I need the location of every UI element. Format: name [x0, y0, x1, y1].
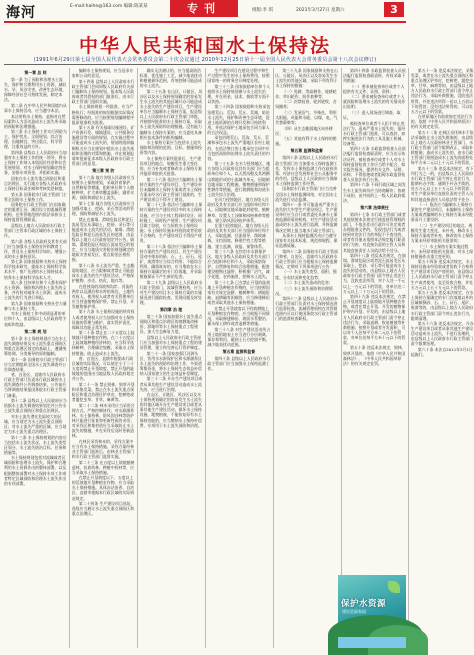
- article-paragraph: 在林区采伐林木的，采伐方案中应当有水土保持措施。采伐方案经林业主管部门批准后，由林业主管部门和水行政主管部门监督实施。: [71, 438, 135, 460]
- article-paragraph: 第三十五条 在水力侵蚀地区，地方各级人民政府及其有关部门应当组织单位和个人，以天然沟壑及其两侧山坡地形成的小流域为单元，因地制宜地采取工程措施、植物措施和保护性耕作等措施，进行坡耕地和沟道水土流失综合治理。: [207, 161, 271, 197]
- column-divider: [408, 68, 409, 648]
- column-divider: [341, 68, 342, 648]
- chapter-heading: 第一章 总 则: [24, 70, 47, 75]
- chapter-heading: 第三章 预 防: [92, 167, 115, 173]
- article-paragraph: 第七条 国家鼓励和支持水土保持科学技术研究，提高水土保持科学技术水平，推广先进的水土保持技术，培养水土保持科学技术人才。: [4, 259, 67, 280]
- article-paragraph: （二）封禁抚育、轮封轮牧、舍饲圈养；: [275, 99, 337, 110]
- article-paragraph: 第六十条 本法自2011年3月1日起施行。: [410, 346, 473, 358]
- article-paragraph: 第三十四条 国家鼓励和支持承包治理荒山、荒沟、荒丘、荒滩，防治水土流失，保护和改善生态环境，促进土地资源的合理开发和可持续利用，并依法保护土地承包合同当事人的合法权益。: [207, 104, 271, 135]
- article-paragraph: 第四十六条 不同行政区域之间发生水土流失纠纷应当协商解决；协商不成的，由共同的上一级人民政府裁决。: [343, 182, 406, 203]
- article-paragraph: 被检查单位或者个人拒不停止违法行为，造成严重水土流失的，报经水行政主管部门批准，可以查封、扣押实施违法行为的工具及施工机械、设备等。: [343, 120, 406, 146]
- text-column: [343, 68, 406, 648]
- article-paragraph: 第二十九条 县级以上人民政府水行政主管部门、流域管理机构，应当对生产建设项目水土保持方案的实施情况进行跟踪检查，发现问题及时处理。: [139, 279, 203, 305]
- article-paragraph: 第十条 水土保持规划应当在水土流失调查结果及水土流失重点预防区和重点治理区划定的基础上，遵循统筹协调、分类指导的原则编制。: [4, 335, 67, 357]
- article-paragraph: 第二十七条 依法应当编制水土保持方案的生产建设项目中的水土保持设施，应当与主体工程同时设计、同时施工、同时投产使用；生产建设项目竣工验收，应当验收水土保持设施；水土保持设施未经验收或者验收不合格的，生产建设项目不得投产使用。: [139, 202, 203, 244]
- article-paragraph: 第十五条 有关基础设施建设、矿产资源开发、城镇建设、公共服务设施建设等方面的规划，在实施过程中可能造成水土流失的，规划的组织编制机关应当在规划中提出水土流失预防和治理的对策和措施，并在规划报请审批前征求本级人民政府水行政主管部门的意见。: [71, 125, 135, 166]
- article-paragraph: （二）生产建设项目的地点、规模发生重大变化，未补充、修改水土保持方案或者补充、修改的水土保持方案未经原审批机关批准的；: [410, 222, 474, 244]
- chapter-heading: 第五章 监测和监督: [222, 348, 256, 354]
- water-graphic: [338, 637, 406, 648]
- article-paragraph: 第五十一条 违反本法规定，采集发菜，或者在水土流失重点预防区和重点治理区铲草皮、挖树兜、滥挖虫草、甘草、麻黄等的，由县级以上地方人民政府水行政主管部门责令停止违法行为，采取补救措施，没收违法所得，并处违法所得一倍以上五倍以下的罚款；没有违法所得的，可以处五万元以下的罚款。: [410, 68, 474, 114]
- text-column: [275, 68, 338, 648]
- article-paragraph: 第五十五条 违反本法规定，在水土保持方案确定的专门存放地以外的区域倾倒砂、石、土、矸石、尾矿、废渣等的，由县级以上地方人民政府水行政主管部门责令停止违法行为，限期清理。: [410, 290, 474, 321]
- article-paragraph: 第四十五条 水政监督检查人员依法履行监督检查职责时，应当出示执法证件。被检查单位或者个人对水土保持监督检查工作应当给予配合，如实报告情况，提供有关文件、证照、资料；不得拒绝或者阻碍水政监督检查人员依法执行公务。: [343, 146, 406, 182]
- article-headline: 中华人民共和国水土保持法: [78, 35, 331, 57]
- article-paragraph: 从事水土保持监测活动应当遵守国家有关技术标准、规范和规程，保证监测质量。: [275, 233, 338, 249]
- chapter-heading: 第二章 规 划: [24, 328, 47, 334]
- article-body: [4, 68, 474, 648]
- article-paragraph: 第十二条 县级以上人民政府应当依据水土流失调查结果划定并公告水土流失重点预防区和重点治理区。: [4, 398, 67, 414]
- column-divider: [137, 68, 138, 648]
- leaf-icon: [388, 581, 400, 593]
- section-label: 专刊: [170, 0, 238, 17]
- article-paragraph: 在风力侵蚀地区，地方各级人民政府及其有关部门应当组织单位和个人，因地制宜地采取轮封轮牧、植树种草、设置人工沙障和网格林带等措施，建立防风固沙防护体系。: [207, 197, 270, 223]
- article-paragraph: 第四十七条 水行政主管部门或者其他依照本法规定行使监督管理权的部门，不依法作出行政许可决定或者办理批准文件的，发现违法行为或者接到对违法行为的举报不予查处的，或者有其他未依照本法规定履行职责的行为的，对直接负责的主管人员和其他直接责任人员依法给予处分。: [343, 211, 406, 253]
- text-column: [72, 68, 135, 648]
- article-paragraph: 第二十六条 依法应当编制水土保持方案的生产建设项目，生产建设单位未编制水土保持方案或者水土保持方案未经水行政主管部门批准的，生产建设项目不得开工建设。: [139, 176, 203, 202]
- text-column: [140, 68, 203, 648]
- column-divider: [69, 68, 70, 648]
- editor-credit: 组版:李 琪: [252, 8, 273, 13]
- article-paragraph: 在草原地区有前款规定违法行为的，依照《中华人民共和国草原法》的有关规定处罚。: [410, 114, 474, 130]
- article-paragraph: 县级以上地方人民政府水行政主管部门主管本行政区域的水土保持工作。: [4, 222, 67, 239]
- article-paragraph: 国务院水行政主管部门在国家确定的重要江河、湖泊设立的流域管理机构，在所管辖范围内依法承担水土保持监督管理职责。: [4, 202, 67, 223]
- article-paragraph: 第三十九条 国家鼓励和支持在山区、丘陵区、风沙区以及容易发生水土流失的其他区域，采取下列有利于水土保持的措施：: [275, 68, 338, 89]
- article-paragraph: 第四十三条 县级以上人民政府水行政主管部门负责对水土保持情况进行监督检查。流域管理机构在其管辖范围内可以行使国务院水行政主管部门的监督检查职权。: [275, 296, 338, 322]
- header-rule: [4, 21, 406, 23]
- article-paragraph: 第十九条 水土保持设施的所有权人或者使用权人应当加强对水土保持设施的管理与维护，落实管护责任，保障其功能正常发挥。: [71, 309, 135, 330]
- advertisement: [338, 575, 406, 648]
- article-paragraph: 对水土流失潜在危险较大的区域，应当划定为水土流失重点预防区；对水土流失严重的区域，应当划定为水土流失重点治理区。: [4, 413, 67, 435]
- article-paragraph: 第二十条 禁止在二十五度以上陡坡地开垦种植农作物。在二十五度以上陡坡地种植经济林的，应当科学选择树种，合理确定规模，采取水土保持措施，防止造成水土流失。: [71, 330, 135, 356]
- article-paragraph: 水土保持方案应当包括水土流失预防和治理的范围、目标、措施和投资等内容。: [139, 140, 202, 156]
- article-subtitle: (1991年6月29日第七届全国人民代表大会常务委员会第二十次会议通过 2010年12月25日第十一届全国人民代表大会常务委员会第十八次会议修订): [33, 57, 377, 63]
- article-paragraph: 生产建设项目在建设过程中和生产过程中发生的水土保持费用，按照国家统一的财务会计制度处理。: [207, 68, 270, 84]
- page-number: 3: [384, 2, 404, 17]
- article-paragraph: 第三十三条 国家鼓励单位和个人按照水土保持规划参与水土流失治理，并在资金、技术、税收等方面予以扶持。: [207, 83, 271, 104]
- article-paragraph: （二）要求被检查单位或者个人就预防和治理水土流失的有关情况作出说明；: [343, 94, 406, 110]
- article-paragraph: 第四十二条 国务院水行政主管部门和省、自治区、直辖市人民政府水行政主管部门应当根据水土保持监测情况，定期对下列事项进行公告：: [275, 248, 338, 269]
- article-paragraph: 本法所称水土保持，是指对自然因素和人为活动造成水土流失所采取的预防和治理措施。: [4, 113, 67, 129]
- ad-subtitle: 建设美丽家园: [342, 609, 366, 614]
- article-paragraph: （五）其他有利于水土保持的措施。: [275, 136, 337, 147]
- article-paragraph: （一）要求被检查单位或者个人提供有关文件、证照、资料；: [343, 83, 405, 94]
- article-paragraph: 水土保持规划一经批准，应当严格执行；经批准的规划根据实际情况需要修改的，应当按照规划编制程序报原批准机关批准。: [71, 104, 135, 125]
- chapter-heading: 第六章 法律责任: [360, 204, 389, 210]
- article-paragraph: （三）发展沼气、节柴灶，利用太阳能、风能和水能，以煤、电、气代替薪柴等；: [275, 109, 338, 126]
- article-paragraph: 在禁止开垦坡度以下的坡耕地上开垦种植农作物的，应当根据不同情况，采取修建梯田、坡面水系整治、蓄水保土耕作或者退耕等措施。: [207, 305, 270, 327]
- article-paragraph: 第五十四条 违反本法规定，水土保持设施未经验收或者验收不合格将生产建设项目投产使用的，由县级以上人民政府水行政主管部门责令停止生产或者使用，直至验收合格，并处五万元以上五十万元以下的罚款。: [410, 259, 474, 290]
- article-paragraph: 在重力侵蚀地区，地方各级人民政府及其有关部门应当组织单位和个人，采取监测、径流排导、削坡减载、支挡固坡、修建拦挡工程等措施，建立监测、预报、预警体系。: [207, 223, 270, 249]
- article-paragraph: （一）水土流失类型、面积、强度、分布状况和变化趋势；: [275, 269, 337, 280]
- article-paragraph: 第四十条 县级以上人民政府水行政主管部门应当加强水土保持监测工作，发挥水土保持监测工作在政府决策、经济社会发展和社会公众服务中的作用。县级以上人民政府应当保障水土保持监测工作经费。: [275, 155, 338, 186]
- article-paragraph: （三）水土保持方案实施过程中，未经原审批机关批准，对水土保持措施作出重大变更的。: [410, 243, 474, 259]
- article-paragraph: 水土保持方案经批准后，生产建设项目的地点、规模发生重大变化的，应当补充或者修改水土保持方案并报原审批机关批准。: [139, 155, 202, 177]
- article-paragraph: 第六条 各级人民政府及其有关部门应当加强水土保持宣传和教育工作，普及水土保持科学知识，增强公众的水土保持意识。: [4, 238, 67, 259]
- ad-title: 保护水资源: [341, 599, 387, 609]
- masthead: 海河: [6, 5, 36, 21]
- article-paragraph: 在山区、丘陵区、风沙区以及水土保持规划确定的容易发生水土流失的其他区域开办生产建设项目或者从事其他生产建设活动，损坏水土保持设施、地貌植被，不能恢复原有水土保持功能的，应当缴纳水土保持补偿费，专项用于水土流失预防和治理。: [139, 392, 202, 428]
- subtitle-rule: [4, 64, 406, 65]
- article-paragraph: 第五十三条 违反本法规定，有下列行为之一的，由县级以上人民政府水行政主管部门责令停止违法行为，限期补办手续；逾期不补办手续的，处五万元以上五十万元以下的罚款；对生产建设单位直接负责的主管人员和其他直接责任人员依法给予处分：: [410, 165, 474, 202]
- article-paragraph: 第五十条 违反本法规定，毁林、毁草开垦的，依照《中华人民共和国森林法》、《中华人民共和国草原法》的有关规定处罚。: [343, 345, 406, 366]
- article-paragraph: （三）进入现场进行调查、取证。: [343, 109, 401, 121]
- article-paragraph: 第四条 县级以上人民政府应当加强对水土保持工作的统一领导，将水土保持工作纳入本级国民经济和社会发展规划，对水土保持规划确定的任务，安排专项资金，并组织实施。: [4, 149, 67, 176]
- article-paragraph: 国务院水行政主管部门应当完善全国水土保持监测网络，对全国水土流失进行动态监测。: [275, 186, 338, 202]
- article-paragraph: 第二十四条 生产建设项目选址、选线应当避让水土流失重点预防区和重点治理区。: [71, 501, 135, 517]
- article-paragraph: 第三十八条 对生产建设活动所占用土地的地表土应当进行分层剥离、保存和利用，做到土石方挖填平衡，减少地表扰动范围。: [207, 326, 271, 347]
- article-paragraph: 第二十一条 禁止毁林、毁草开垦和采集发菜。禁止在水土流失重点预防区和重点治理区铲草皮、挖树兜或者滥挖虫草、甘草、麻黄等。: [71, 381, 135, 403]
- article-paragraph: 确实无法避让的，应当提高防治标准，优化施工工艺，减少地表扰动和植被损坏范围，有效控制可能造成的水土流失。: [139, 68, 202, 89]
- article-paragraph: 省、自治区、直辖市根据本行政区域的实际情况，可以规定小于二十五度的禁止开垦坡度。禁止开垦的陡坡地的范围由当地县级人民政府划定并公告。: [71, 356, 135, 382]
- article-paragraph: 第五十二条 在林区采伐林木不依法采取防止水土流失措施的，由县级以上地方人民政府林业主管部门、水行政主管部门责令限期改正，采取补救措施；造成水土流失的，由水行政主管部门按照造成水土流失的面积处每平方米二元以上十元以下的罚款。: [410, 129, 474, 166]
- text-column: [207, 68, 270, 648]
- article-paragraph: 第二十三条 在五度以上坡地植树造林、抚育幼林、种植中药材等，应当采取水土保持措施。: [71, 459, 135, 475]
- article-paragraph: 第二十八条 依法应当编制水土保持方案的生产建设项目，其生产建设活动中排弃的砂、石、土、矸石、尾矿、废渣等应当综合利用；不能综合利用，确需废弃的，应当堆放在水土保持方案确定的专门存放地，并采取措施保证不产生新的危害。: [139, 243, 203, 280]
- column-divider: [205, 68, 206, 648]
- article-paragraph: 第五十六条 违反本法规定，开办生产建设项目或者从事其他生产建设活动造成水土流失，不进行治理的，由县级以上人民政府水行政主管部门责令限期治理。: [410, 321, 474, 347]
- article-paragraph: 第十八条 水土流失严重、生态脆弱的地区，应当限制或者禁止可能造成水土流失的生产建设活动，严格保护植物、沙壳、结皮、地衣等。: [71, 262, 135, 284]
- article-paragraph: 第五条 国务院水行政主管部门主管全国的水土保持工作。: [4, 191, 67, 202]
- article-paragraph: 第八条 任何单位和个人都有保护水土资源、预防和治理水土流失的义务，并有权对破坏水土资源、造成水土流失的行为进行举报。: [4, 280, 67, 301]
- article-paragraph: 国家在水土流失重点预防区和重点治理区，实行地方各级人民政府水土保持目标责任制和考核奖惩制度。: [4, 175, 67, 192]
- issue-date: 2021年3月27日 星期六: [296, 8, 345, 13]
- text-column: [411, 68, 474, 573]
- article-paragraph: 第三十条 国家加强水土流失重点预防区和重点治理区的坡耕地改梯田、淤地坝等水土保持重点工程建设，加大生态修复力度。: [139, 314, 203, 335]
- article-paragraph: 第二条 在中华人民共和国境内从事水土保持活动，应当遵守本法。: [4, 102, 67, 114]
- chapter-heading: 第五章 监测和监督: [290, 148, 323, 154]
- article-paragraph: （三）水土流失预防和治理情况。: [275, 285, 333, 296]
- article-paragraph: 第十四条 县级以上人民政府水行政主管部门会同同级人民政府有关部门编制水土保持规划，报本级人民政府或者其授权的部门批准后，由水行政主管部门组织实施。: [71, 78, 135, 104]
- article-paragraph: 第十六条 地方各级人民政府应当按照水土保持规划，采取封育保护、自然修复等措施，组织单位和个人植树种草，扩大林草覆盖面积，涵养水源，预防和减轻水土流失。: [71, 175, 135, 201]
- article-paragraph: （二）水土流失造成的危害；: [282, 280, 333, 286]
- article-paragraph: 第三十一条 国家加强江河源头区、饮用水水源保护区和水源涵养区水土流失的预防和治理工作，多渠道筹集资金，将水土保持生态效益补偿纳入国家建立的生态效益补偿制度。: [139, 350, 202, 376]
- article-paragraph: 省、自治区、直辖市人民政府水行政主管部门负责本行政区域的水土流失调查并公告调查结果，公告前应当将调查结果报国务院水行政主管部门备案。: [4, 372, 67, 398]
- article-paragraph: 第九条 国家鼓励和支持社会力量参与水土保持工作。: [4, 300, 67, 311]
- article-paragraph: 对水土保持工作中成绩显著的单位和个人，由县级以上人民政府给予表彰和奖励。: [4, 311, 67, 327]
- article-paragraph: 第三十七条 已在禁止开垦的陡坡地上开垦种植农作物的，应当按照国家有关规定退耕，植树种草；耕地短缺、退耕确有困难的，应当修建梯田或者采取其他水土保持措施。: [207, 279, 271, 306]
- article-paragraph: 第三十二条 开办生产建设项目或者从事其他生产建设活动造成水土流失的，应当进行治理。: [139, 376, 203, 392]
- article-paragraph: 第十七条 地方各级人民政府应当加强对取土、挖砂、采石等活动的管理，预防和减轻水土流失。: [71, 200, 135, 217]
- article-paragraph: 第四十四条 水政监督检查人员依法履行监督检查职责时，有权采取下列措施：: [343, 68, 406, 84]
- article-paragraph: 第十一条 国务院水行政主管部门应当定期组织全国水土流失调查并公告调查结果。: [4, 356, 67, 372]
- article-paragraph: 禁止在崩塌、滑坡危险区和泥石流易发区从事取土、挖砂、采石等可能造成水土流失的活动。崩塌、滑坡危险区和泥石流易发区的范围，由县级以上地方人民政府划定并公告。崩塌、滑坡危险区和泥石流易发区的划定，应当与地质灾害防治规划确定的地质灾害易发区、重点防治区相衔接。: [71, 216, 135, 263]
- article-paragraph: 第四十条 县级以上人民政府水行政主管部门应当加强水土保持监测工作。: [207, 356, 271, 372]
- article-paragraph: 水土保持规划包括对流域或者区域预防和治理水土流失、保护和合理利用水土资源作出的整体部署，以及根据整体部署对水土保持专项工作或者特定区域预防和治理水土流失作出的专项部署。: [4, 455, 67, 486]
- article-paragraph: 编制水土保持规划，应当征求专家和公众的意见。: [71, 68, 134, 79]
- article-paragraph: 第四十八条 违反本法规定，在崩塌、滑坡危险区或者泥石流易发区从事取土、挖砂、采石等可能造成水土流失的活动的，由县级以上地方人民政府水行政主管部门责令停止违法行为，没收违法所得，对个人处一千元以上一万元以下的罚款，对单位处二万元以上二十万元以下的罚款。: [343, 253, 406, 294]
- article-paragraph: 第十三条 水土保持规划的内容应当包括水土流失状况、水土流失类型区划分、水土流失防治目标、任务和措施等。: [4, 434, 67, 455]
- contact-info: E-mail:haihe@163.com 编辑:陈某某: [70, 4, 148, 9]
- article-paragraph: 第三十六条 在饮用水水源保护区，地方各级人民政府及其有关部门应当组织单位和个人，采取预防保护、自然修复和综合治理措施，配套建设植物过滤带，积极推广沼气，减少化肥、农药施用，控制水土流失。: [207, 249, 270, 280]
- page-header: [0, 0, 410, 22]
- chapter-heading: 第四章 治 理: [160, 307, 183, 313]
- column-divider: [273, 68, 274, 648]
- text-column: [4, 68, 67, 648]
- article-paragraph: 第三条 水土保持工作实行预防为主、保护优先、全面规划、综合治理、因地制宜、突出重点、科学管理、注重效益的方针。: [4, 129, 67, 150]
- article-paragraph: 第二十二条 林木采伐应当采用合理方式，严格控制皆伐；对水源涵养林、水土保持林、防风固沙林等防护林只能进行抚育和更新性质的采伐；对采伐区和集材道应当采取防止水土流失的措施，并在采伐后及时更新造林。: [71, 402, 135, 439]
- article-paragraph: （一）依法应当编制水土保持方案的生产建设项目，未编制水土保持方案或者编制的水土保持方案未经批准而开工建设的；: [410, 202, 474, 223]
- article-paragraph: 承包治理荒山、荒沟、荒丘、荒滩和承包水土流失严重地区农村土地的，在依法签订的土地承包合同中应当包括预防和治理水土流失责任的内容。: [207, 135, 270, 161]
- article-paragraph: 第一条 为了预防和治理水土流失，保护和合理利用水土资源，减轻水、旱、风沙灾害，改善生态环境，保障经济社会可持续发展，制定本法。: [4, 77, 67, 103]
- article-paragraph: 在侵蚀沟的沟坡和沟岸、河流的两岸以及湖泊和水库的周边，土地所有权人、使用权人或者有关管理单位应当营造植物保护带。禁止开垦、开发植物保护带。: [71, 283, 135, 309]
- article-paragraph: （一）免耕、等高耕作、轮耕轮作、草田轮作、间作套种等；: [275, 88, 337, 99]
- article-paragraph: 在禁止开垦坡度以下、五度以上的荒坡地开垦种植农作物，应当采取水土保持措施。具体办法由省、自治区、直辖市根据本行政区域的实际情况规定。: [71, 475, 135, 501]
- article-paragraph: （四）从生态脆弱地区向外移民；: [275, 125, 333, 136]
- article-paragraph: 县级以上人民政府水行政主管部门应当加强对水土保持重点工程的建设管理，建立和完善运行管护制度。: [139, 334, 202, 351]
- article-paragraph: 第二十五条 在山区、丘陵区、风沙区以及水土保持规划确定的容易发生水土流失的其他区域开办可能造成水土流失的生产建设项目，生产建设单位应当编制水土保持方案，报县级以上人民政府水行政主管部门审批，并按照经批准的水土保持方案，采取水土流失预防和治理措施。没有能力编制水土保持方案的，应当委托具备相应技术条件的机构编制。: [139, 88, 203, 140]
- article-paragraph: 第四十九条 违反本法规定，在禁止开垦坡度以上陡坡地开垦种植农作物，或者在禁止开垦、开发的植物保护带内开垦、开发的，由县级以上地方人民政府水行政主管部门责令停止违法行为，采取退耕、恢复植被等补救措施；按照开垦或者开发面积，可以对个人处每平方米二元以下的罚款、对单位处每平方米十元以下的罚款。: [343, 294, 406, 345]
- article-paragraph: 第四十一条 对可能造成严重水土流失的大中型生产建设项目，生产建设单位应当自行或者委托具备水土保持监测资质的机构，对生产建设活动造成的水土流失进行监测，并将监测情况定期上报当地水行政主管部门。: [275, 202, 338, 233]
